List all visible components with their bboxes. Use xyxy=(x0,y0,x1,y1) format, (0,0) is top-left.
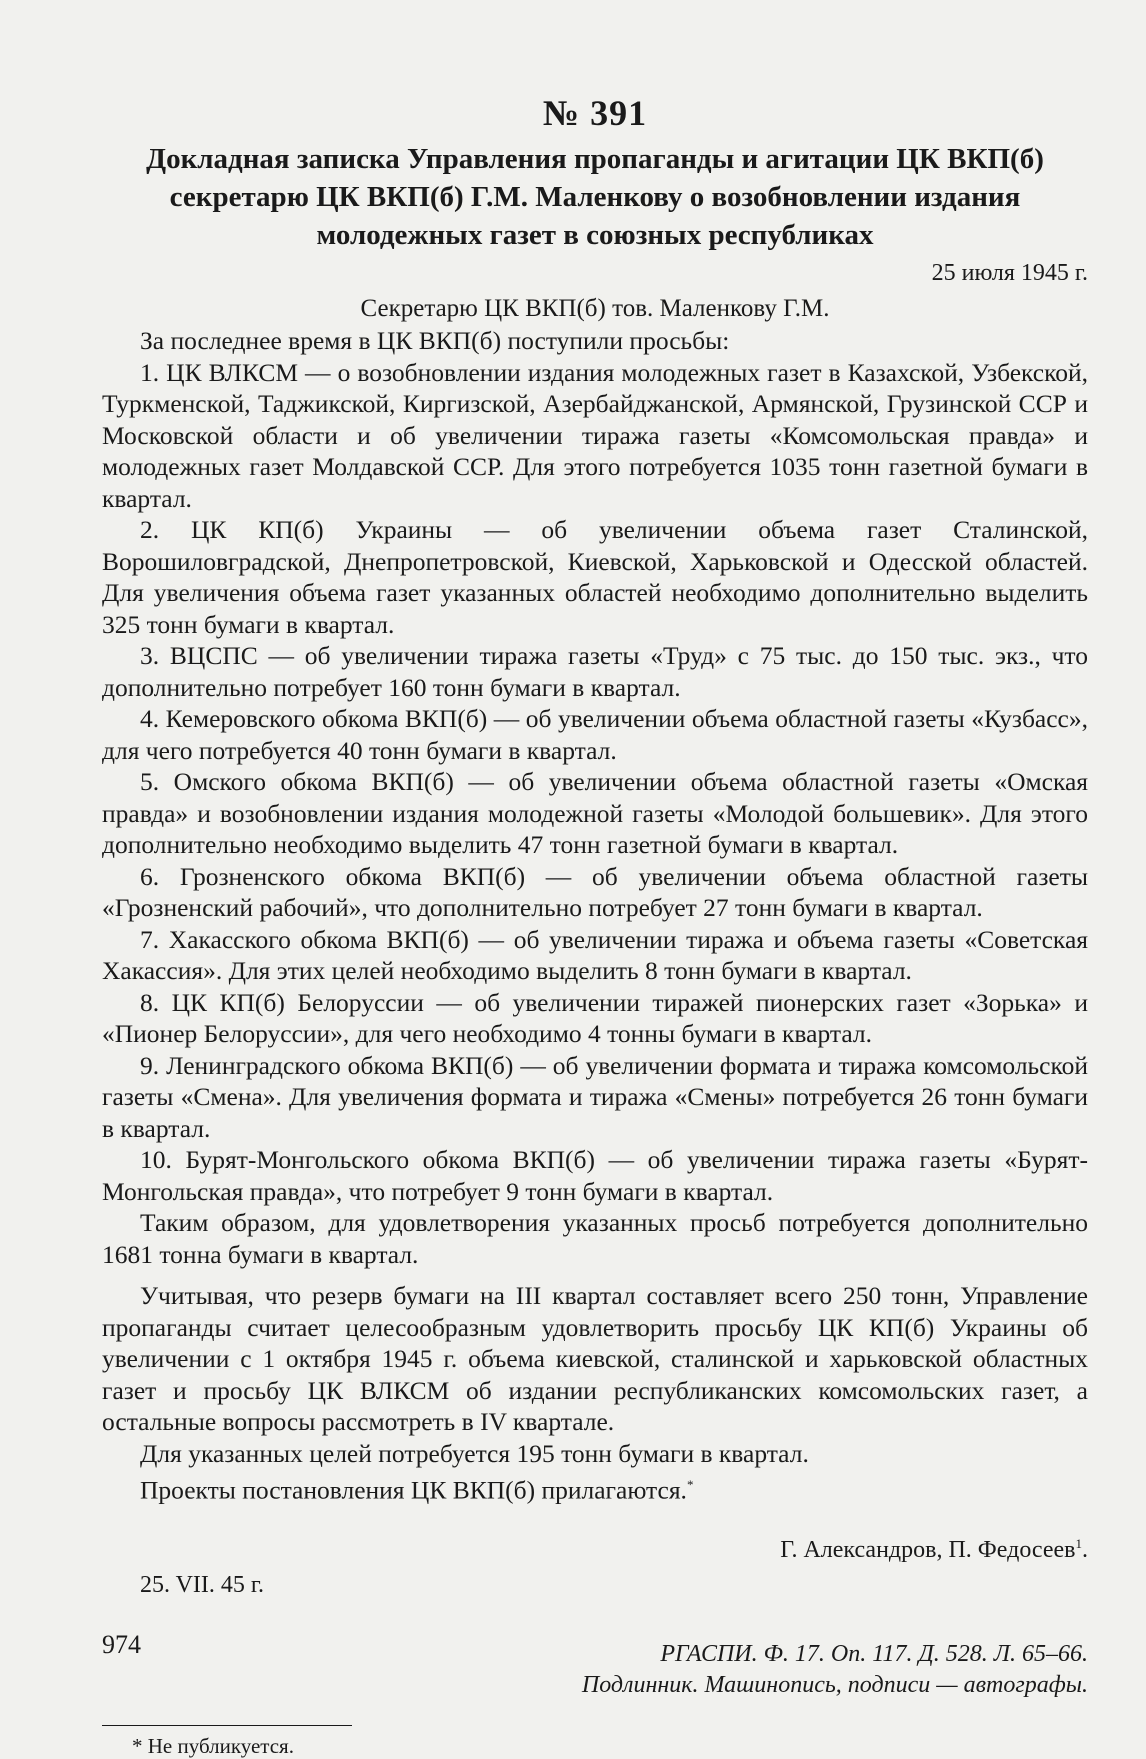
paragraph-attachments: Проекты постановления ЦК ВКП(б) прилагаются.* xyxy=(140,1475,694,1505)
document-date: 25 июля 1945 г. xyxy=(931,260,1088,286)
paragraph-total: Таким образом, для удовлетворения указанных просьб потребуется дополнительно 1681 тонна бумаги в квартал. xyxy=(102,1208,1088,1269)
signers-footnote-mark: 1 xyxy=(1075,1536,1082,1551)
paragraph-item-9: 9. Ленинградского обкома ВКП(б) — об увеличении формата и тиража комсомольской газеты «Смена». Для увеличения формата и тиража «Смены» потребуется 26 тонн бумаги в квартал. xyxy=(102,1050,1088,1143)
paragraph-conclusion: Учитывая, что резерв бумаги на III квартал составляет всего 250 тонн, Управление пропаганды считает целесообразным удовлетворить просьбу ЦК КП(б) Украины об увеличении с 1 октября 1945 г. объема киевской, сталинской и харьковской областных газет и просьбу ЦК ВЛКСМ об издании республиканских комсомольских газет, а остальные вопросы рассмотреть в IV квартале. xyxy=(102,1281,1088,1436)
addressee: Секретарю ЦК ВКП(б) тов. Маленкову Г.М. xyxy=(360,295,830,322)
document-title: Докладная записка Управления пропаганды и агитации ЦК ВКП(б) секретарю ЦК ВКП(б) Г.М. Маленкову о возобновлении издания молодежных газет в союзных республиках xyxy=(146,143,1044,251)
paragraph-required: Для указанных целей потребуется 195 тонн бумаги в квартал. xyxy=(140,1438,809,1468)
archive-note: Подлинник. Машинопись, подписи — автографы. xyxy=(581,1672,1088,1698)
paragraph-intro: За последнее время в ЦК ВКП(б) поступили просьбы: xyxy=(140,326,730,355)
document-number: № 391 xyxy=(542,93,648,133)
page-number: 974 xyxy=(102,1630,141,1659)
paragraph-item-2: 2. ЦК КП(б) Украины — об увеличении объема газет Сталинской, Ворошиловградской, Днепропетровской, Киевской, Харьковской и Одесской областей. Для увеличения объема газет указанных областей необходимо дополнительно выделить 325 тонн бумаги в квартал. xyxy=(102,515,1088,639)
body-text xyxy=(102,325,1088,1506)
paragraph-item-1: 1. ЦК ВЛКСМ — о возобновлении издания молодежных газет в Казахской, Узбекской, Туркменской, Таджикской, Киргизской, Азербайджанской, Армянской, Грузинской ССР и Московской области и об увеличении тиража газеты «Комсомольская правда» и молодежных газет Молдавской ССР. Для этого потребуется 1035 тонн газетной бумаги в квартал. xyxy=(102,357,1088,513)
footnote: * Не публикуется. xyxy=(132,1734,294,1758)
paragraph-item-4: 4. Кемеровского обкома ВКП(б) — об увеличении объема областной газеты «Кузбасс», для чего потребуется 40 тонн бумаги в квартал. xyxy=(102,704,1088,765)
paragraph-item-3: 3. ВЦСПС — об увеличении тиража газеты «Труд» с 75 тыс. до 150 тыс. экз., что дополнительно потребует 160 тонн бумаги в квартал. xyxy=(102,641,1088,702)
archive-reference xyxy=(102,1639,1088,1701)
paragraph-item-5: 5. Омского обкома ВКП(б) — об увеличении объема областной газеты «Омская правда» и возобновлении издания молодежной газеты «Молодой большевик». Для этого дополнительно необходимо выделить 47 тонн газетной бумаги в квартал. xyxy=(102,767,1088,859)
footnote-mark: * xyxy=(686,1477,694,1492)
signed-date: 25. VII. 45 г. xyxy=(140,1572,265,1598)
paragraph-item-6: 6. Грозненского обкома ВКП(б) — об увеличении объема областной газеты «Грозненский рабочий», что дополнительно потребует 27 тонн бумаги в квартал. xyxy=(102,861,1088,922)
paragraph-item-7: 7. Хакасского обкома ВКП(б) — об увеличении тиража и объема газеты «Советская Хакассия». Для этих целей необходимо выделить 8 тонн бумаги в квартал. xyxy=(102,924,1088,985)
paragraph-item-8: 8. ЦК КП(б) Белоруссии — об увеличении тиражей пионерских газет «Зорька» и «Пионер Белоруссии», для чего необходимо 4 тонны бумаги в квартал. xyxy=(102,987,1088,1048)
footnote-divider xyxy=(102,1725,352,1726)
signers: Г. Александров, П. Федосеев$^1$. xyxy=(780,1536,1088,1563)
paragraph-item-10: 10. Бурят-Монгольского обкома ВКП(б) — об увеличении тиража газеты «Бурят-Монгольская правда», что потребует 9 тонн бумаги в квартал. xyxy=(102,1145,1088,1206)
archive-ref: РГАСПИ. Ф. 17. Оп. 117. Д. 528. Л. 65–66. xyxy=(660,1641,1088,1667)
